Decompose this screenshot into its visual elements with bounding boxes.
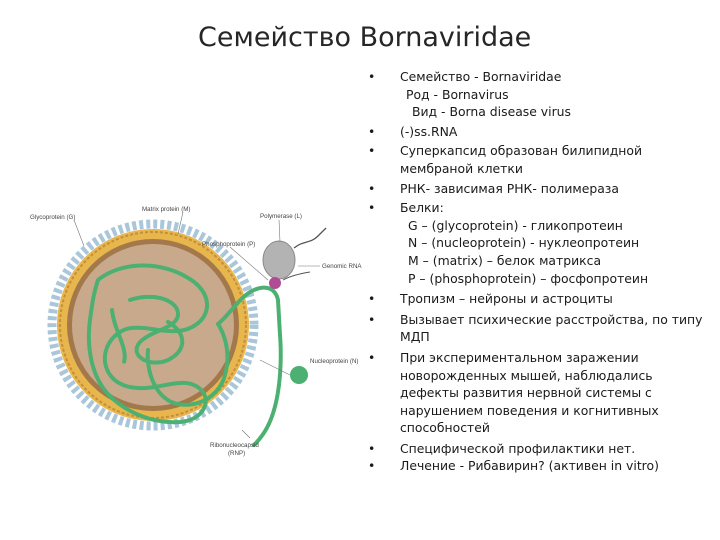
list-item (368, 440, 718, 458)
experiment-text-4: нарушением поведения и когнитивных (400, 402, 659, 418)
family-text: • Семейство - Bornaviridae (400, 69, 562, 84)
info-list (368, 68, 718, 475)
experiment-text-5: способностей (400, 420, 490, 436)
label-ribonucleocapsid: Ribonucleocapsid (210, 442, 259, 449)
treatment-text: • Лечение - Рибавирин? (активен in vitro) (400, 458, 659, 474)
label-glycoprotein: Glycoprotein (G) (30, 214, 76, 221)
list-item (368, 199, 718, 287)
genus-text: Род - Bornavirus (406, 86, 509, 102)
list-item (368, 311, 718, 346)
species-text: Вид - Borna disease virus (412, 104, 571, 120)
protein-p-text: P – (phosphoprotein) – фосфопротеин (408, 270, 649, 286)
disorders-text-1: • Вызывает психические расстройства, по типу (400, 311, 703, 327)
list-item (368, 180, 718, 198)
experiment-text-2: новорожденных мышей, наблюдались (400, 367, 653, 383)
polymerase-complex (263, 228, 326, 289)
page-title: Семейство Bornaviridae (198, 22, 532, 53)
list-item (368, 68, 718, 121)
experiment-text-3: дефекты развития нервной системы с (400, 385, 652, 401)
genomic-rna-tail (294, 228, 326, 248)
protein-m-text: M – (matrix) – белок матрикса (408, 252, 602, 268)
list-item (368, 290, 718, 308)
tropism-text: • Тропизм – нейроны и астроциты (400, 291, 613, 307)
label-nucleoprotein: Nucleoprotein (N) (310, 358, 359, 365)
bornavirus-diagram (28, 200, 373, 500)
proteins-heading: • Белки: (400, 200, 444, 216)
label-polymerase: Polymerase (L) (260, 213, 302, 220)
nucleoprotein-sphere (290, 366, 308, 384)
supercapsid-text-1: • Суперкапсид образован билипидной (400, 143, 643, 159)
experiment-text-1: • При экспериментальном заражении (400, 349, 639, 365)
label-rnp-abbrev: (RNP) (228, 450, 246, 457)
list-item (368, 457, 718, 475)
list-item (368, 123, 718, 141)
protein-g-text: G – (glycoprotein) - гликопротеин (408, 217, 623, 233)
list-item (368, 349, 718, 437)
supercapsid-text-2: мембраной клетки (400, 160, 523, 176)
label-matrix-protein: Matrix protein (M) (142, 206, 191, 213)
polymerase-l-shape (263, 241, 295, 279)
genome-text: • (-)ss.RNA (400, 123, 458, 139)
label-phosphoprotein: Phosphoprotein (P) (202, 241, 256, 248)
phosphoprotein-shape (269, 277, 281, 289)
list-item (368, 142, 718, 177)
protein-n-text: N – (nucleoprotein) - нуклеопротеин (408, 235, 640, 251)
virion (52, 224, 254, 426)
label-genomic-rna: Genomic RNA (322, 263, 362, 270)
disorders-text-2: МДП (400, 329, 430, 345)
polymerase-text: • РНК- зависимая РНК- полимераза (400, 180, 619, 196)
prevention-text: • Специфической профилактики нет. (400, 440, 636, 456)
